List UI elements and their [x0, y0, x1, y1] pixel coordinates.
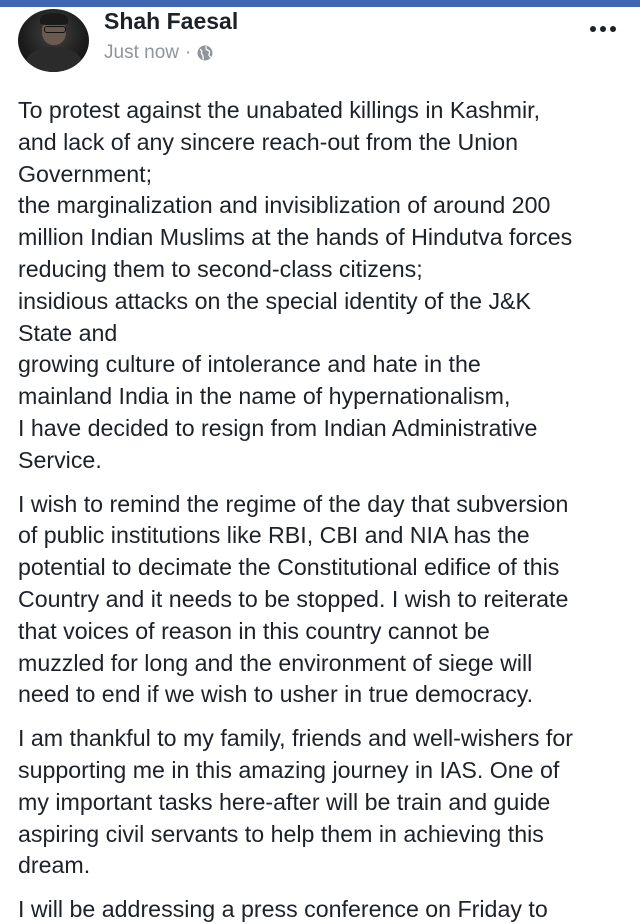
post-body — [18, 95, 628, 924]
post-line: mainland India in the name of hypernationalism, — [18, 383, 511, 410]
post-line: growing culture of intolerance and hate in the — [18, 351, 481, 378]
post-line: need to end if we wish to usher in true democracy. — [18, 681, 534, 708]
avatar-body — [26, 47, 82, 72]
post-line: insidious attacks on the special identity of the J&K — [18, 287, 531, 314]
post-line: State and — [18, 319, 118, 346]
post-line: and lack of any sincere reach-out from the Union — [18, 128, 519, 155]
top-bar — [0, 0, 640, 7]
more-dot — [600, 26, 606, 32]
more-dot — [590, 26, 596, 32]
post-line: Service. — [18, 446, 102, 473]
post-line: of public institutions like RBI, CBI and NIA has the — [18, 522, 530, 549]
post-line: Government; — [18, 160, 153, 187]
more-options-button[interactable] — [586, 17, 620, 41]
post-line: I will be addressing a press conference on Friday to — [18, 896, 548, 923]
globe-icon[interactable] — [197, 45, 213, 61]
post-paragraph — [18, 894, 628, 924]
post-line: I wish to remind the regime of the day that subversion — [18, 490, 569, 517]
post-paragraph — [18, 95, 628, 477]
post-line: muzzled for long and the environment of siege will — [18, 649, 533, 676]
post-line: that voices of reason in this country cannot be — [18, 617, 490, 644]
post-meta — [104, 41, 213, 65]
post-line: Country and it needs to be stopped. I wish to reiterate — [18, 585, 569, 612]
author-name[interactable]: Shah Faesal — [104, 8, 239, 34]
post-line: aspiring civil servants to help them in achieving this — [18, 820, 544, 847]
post-line: potential to decimate the Constitutional edifice of this — [18, 554, 560, 581]
post-line: To protest against the unabated killings in Kashmir, — [18, 97, 541, 123]
avatar-glasses — [44, 26, 66, 33]
post-line: million Indian Muslims at the hands of Hindutva forces — [18, 224, 573, 251]
post-line: the marginalization and invisiblization of around 200 — [18, 192, 551, 219]
post-line: dream. — [18, 852, 91, 879]
avatar[interactable] — [18, 9, 89, 72]
post-line: supporting me in this amazing journey in IAS. One of — [18, 756, 560, 783]
post-paragraph — [18, 489, 628, 712]
post-line: my important tasks here-after will be train and guide — [18, 788, 551, 815]
post-line: I have decided to resign from Indian Administrative — [18, 414, 538, 441]
more-dot — [610, 26, 616, 32]
post-timestamp[interactable]: Just now — [104, 42, 179, 63]
post-line: reducing them to second-class citizens; — [18, 255, 423, 282]
avatar-hair — [40, 13, 68, 25]
post-paragraph — [18, 723, 628, 882]
post-line: I am thankful to my family, friends and well-wishers for — [18, 725, 573, 752]
meta-separator: · — [184, 42, 192, 63]
post — [0, 7, 640, 924]
